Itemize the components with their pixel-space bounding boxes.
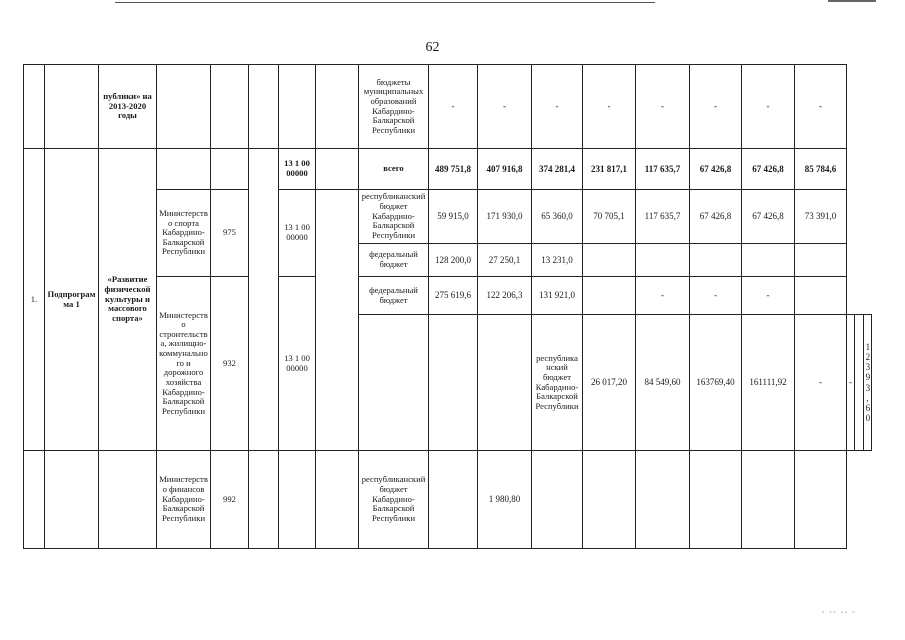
value-cell: 275 619,6 bbox=[429, 277, 478, 315]
value-cell bbox=[583, 244, 636, 277]
value-cell bbox=[429, 451, 478, 549]
value-cell: 117 635,7 bbox=[636, 190, 690, 244]
value-cell: 1 980,80 bbox=[478, 451, 532, 549]
value-cell: - bbox=[742, 65, 795, 149]
cell-vr-empty bbox=[316, 190, 359, 451]
value-cell: 128 200,0 bbox=[429, 244, 478, 277]
value-cell: 65 360,0 bbox=[532, 190, 583, 244]
value-cell: 67 426,8 bbox=[690, 190, 742, 244]
value-cell: 84 549,60 bbox=[636, 315, 690, 451]
value-cell: 13 231,0 bbox=[532, 244, 583, 277]
cell-grbs-empty bbox=[429, 315, 478, 451]
top-rule bbox=[115, 2, 655, 3]
grbs-code: 932 bbox=[211, 277, 249, 451]
row-number: 1. bbox=[24, 149, 45, 451]
value-cell bbox=[636, 244, 690, 277]
total-value-cell: 117 635,7 bbox=[636, 149, 690, 190]
total-value-cell: 374 281,4 bbox=[532, 149, 583, 190]
target-code: 13 1 00 00000 bbox=[279, 277, 316, 451]
top-corner-mark bbox=[828, 0, 876, 2]
cell-status-empty bbox=[45, 65, 99, 149]
value-cell bbox=[855, 315, 863, 451]
value-cell: - bbox=[690, 277, 742, 315]
total-value-cell: 67 426,8 bbox=[742, 149, 795, 190]
cell-grbs-empty bbox=[211, 65, 249, 149]
cell-executor-empty bbox=[359, 315, 429, 451]
cell-rzpr-empty bbox=[249, 65, 279, 149]
value-cell: - bbox=[532, 65, 583, 149]
funding-source: федеральный бюджет bbox=[359, 277, 429, 315]
value-cell bbox=[532, 451, 583, 549]
funding-source-total: всего bbox=[359, 149, 429, 190]
subprogram-name: «Развитие физической культуры и массового спорта» bbox=[99, 149, 157, 451]
value-cell: 70 705,1 bbox=[583, 190, 636, 244]
value-cell: - bbox=[429, 65, 478, 149]
value-cell: 26 017,20 bbox=[583, 315, 636, 451]
value-cell bbox=[795, 277, 847, 315]
budget-table bbox=[23, 64, 872, 549]
value-cell: - bbox=[636, 65, 690, 149]
cell-number-empty bbox=[24, 451, 45, 549]
cell-rzpr-empty bbox=[249, 451, 279, 549]
total-value-cell: 85 784,6 bbox=[795, 149, 847, 190]
subprogram-status: Подпрограмма 1 bbox=[45, 149, 99, 451]
value-cell bbox=[583, 277, 636, 315]
value-cell bbox=[795, 451, 847, 549]
funding-source: бюджеты муниципальных образований Кабардино-Балкарской Республики bbox=[359, 65, 429, 149]
scan-artifact-marks: ˘ ˘˘ ˘˘ ˘ bbox=[822, 612, 857, 618]
executor-finance-ministry: Министерство финансов Кабардино-Балкарской Республики bbox=[157, 451, 211, 549]
cell-name-empty bbox=[478, 315, 532, 451]
value-cell: 122 206,3 bbox=[478, 277, 532, 315]
grbs-code: 975 bbox=[211, 190, 249, 277]
cell-executor-empty bbox=[157, 149, 211, 190]
value-cell: - bbox=[795, 315, 847, 451]
value-cell bbox=[636, 451, 690, 549]
value-cell: - bbox=[636, 277, 690, 315]
program-name-tail: публики» на 2013-2020 годы bbox=[99, 65, 157, 149]
target-code: 13 1 00 00000 bbox=[279, 190, 316, 277]
value-cell: 27 250,1 bbox=[478, 244, 532, 277]
total-value-cell: 231 817,1 bbox=[583, 149, 636, 190]
executor-construction-ministry: Министерство строительства, жилищно-коммунального и дорожного хозяйства Кабардино-Балкарской Республики bbox=[157, 277, 211, 451]
cell-name-empty bbox=[99, 451, 157, 549]
value-cell bbox=[583, 451, 636, 549]
value-cell: 12 393,60 bbox=[863, 315, 871, 451]
funding-source: федеральный бюджет bbox=[359, 244, 429, 277]
grbs-code: 992 bbox=[211, 451, 249, 549]
value-cell: 59 915,0 bbox=[429, 190, 478, 244]
target-code: 13 1 00 00000 bbox=[279, 149, 316, 190]
value-cell: 161111,92 bbox=[742, 315, 795, 451]
value-cell: 163769,40 bbox=[690, 315, 742, 451]
value-cell: - bbox=[690, 65, 742, 149]
value-cell: 73 391,0 bbox=[795, 190, 847, 244]
value-cell: - bbox=[795, 65, 847, 149]
table-row bbox=[24, 451, 872, 549]
value-cell: 67 426,8 bbox=[742, 190, 795, 244]
executor-sport-ministry: Министерство спорта Кабардино-Балкарской Республики bbox=[157, 190, 211, 277]
total-value-cell: 407 916,8 bbox=[478, 149, 532, 190]
cell-grbs-empty bbox=[211, 149, 249, 190]
value-cell: 131 921,0 bbox=[532, 277, 583, 315]
value-cell: - bbox=[583, 65, 636, 149]
value-cell bbox=[690, 244, 742, 277]
cell-status-empty bbox=[45, 451, 99, 549]
value-cell: - bbox=[847, 315, 855, 451]
value-cell: - bbox=[742, 277, 795, 315]
funding-source: республиканский бюджет Кабардино-Балкарской Республики bbox=[359, 190, 429, 244]
funding-source: республиканский бюджет Кабардино-Балкарской Республики bbox=[532, 315, 583, 451]
table-row bbox=[24, 149, 872, 190]
cell-code-empty bbox=[279, 65, 316, 149]
cell-vr-empty bbox=[316, 149, 359, 190]
value-cell bbox=[795, 244, 847, 277]
total-value-cell: 489 751,8 bbox=[429, 149, 478, 190]
total-value-cell: 67 426,8 bbox=[690, 149, 742, 190]
value-cell bbox=[742, 451, 795, 549]
value-cell bbox=[690, 451, 742, 549]
cell-vr-empty bbox=[316, 65, 359, 149]
cell-code-empty bbox=[279, 451, 316, 549]
cell-rzpr-empty bbox=[249, 149, 279, 451]
cell-vr-empty bbox=[316, 451, 359, 549]
funding-source: республиканский бюджет Кабардино-Балкарской Республики bbox=[359, 451, 429, 549]
value-cell: 171 930,0 bbox=[478, 190, 532, 244]
page-number: 62 bbox=[425, 40, 440, 55]
cell-number-empty bbox=[24, 65, 45, 149]
value-cell: - bbox=[478, 65, 532, 149]
table-row bbox=[24, 65, 872, 149]
value-cell bbox=[742, 244, 795, 277]
cell-executor-empty bbox=[157, 65, 211, 149]
